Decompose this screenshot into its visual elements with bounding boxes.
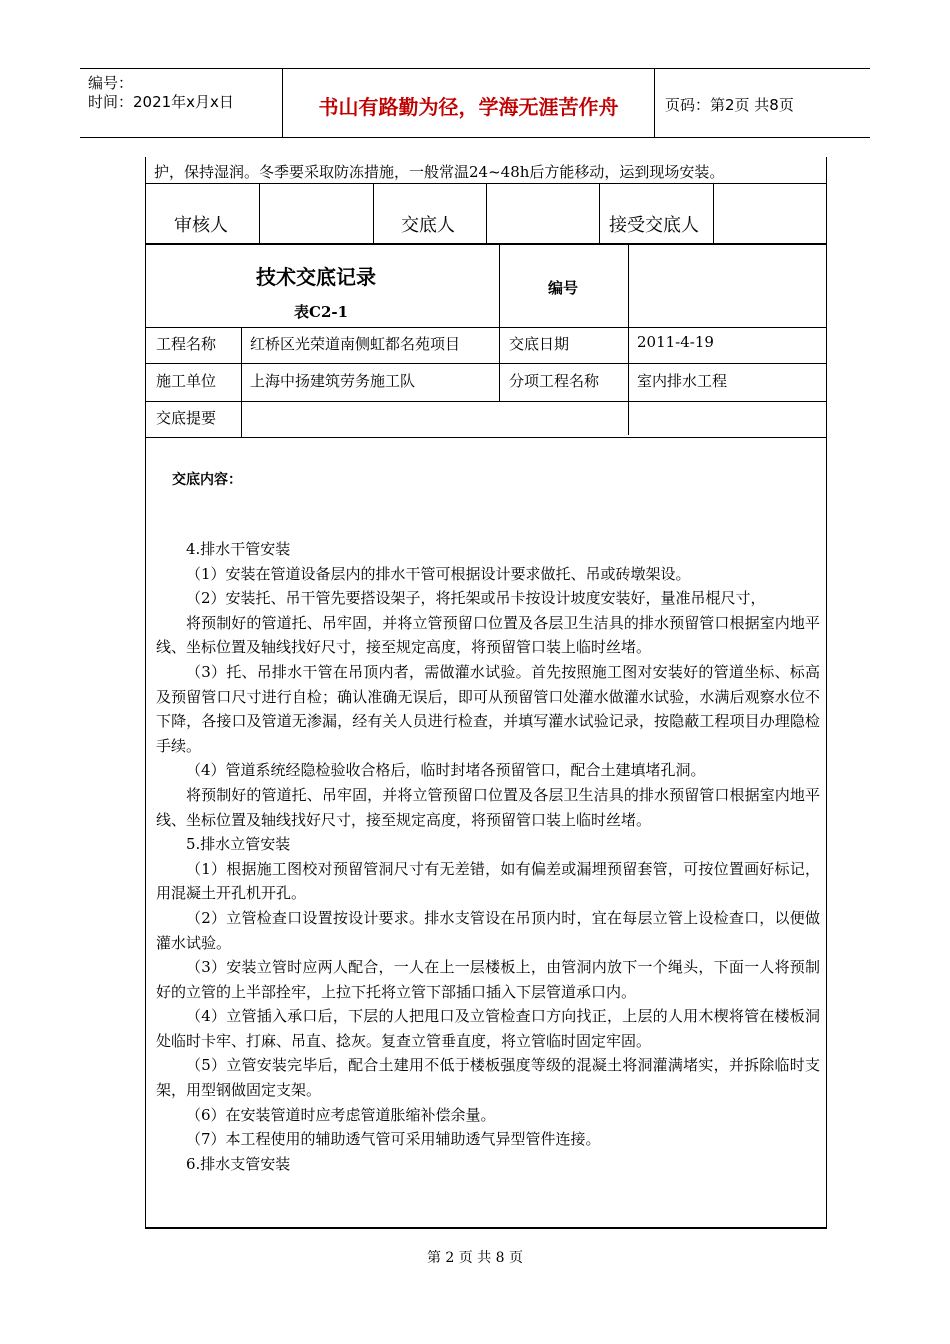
content-paragraph: 5.排水立管安装 (186, 835, 291, 854)
number-label: 编号 (548, 279, 579, 297)
content-paragraph: （5）立管安装完毕后，配合土建用不低于楼板强度等级的混凝土将洞灌满堵实，并拆除临时支架，用型钢做固定支架。 (156, 1056, 820, 1100)
divider (146, 437, 826, 438)
receiver-label: 接受交底人 (609, 215, 699, 236)
divider (259, 183, 260, 243)
date-label: 交底日期 (509, 335, 570, 353)
content-paragraph: （2）立管检查口设置按设计要求。排水支管设在吊顶内时，宜在每层立管上设检查口，以便做灌水试验。 (156, 908, 820, 952)
content-paragraph: （1）根据施工图校对预留管洞尺寸有无差错，如有偏差或漏埋预留套管，可按位置画好标记，用混凝土开孔机开孔。 (156, 859, 820, 903)
divider (599, 183, 600, 243)
divider (146, 327, 826, 328)
divider (146, 243, 826, 245)
content-paragraph: （4）立管插入承口后，下层的人把甩口及立管检查口方向找正，上层的人用木楔将管在楼板洞处临时卡牢、打麻、吊直、捻灰。复查立管垂直度，将立管临时固定牢固。 (156, 1007, 820, 1050)
continuation-text: 护，保持湿润。冬季要采取防冻措施，一般常温24~48h后方能移动，运到现场安装。 (154, 163, 725, 181)
record-title: 技术交底记录 (256, 265, 376, 289)
reviewer-label: 审核人 (174, 215, 228, 236)
divider (146, 363, 826, 364)
header-time: 时间：2021年x月x日 (88, 93, 234, 111)
summary-label: 交底提要 (156, 409, 217, 427)
header-left-cell (80, 69, 282, 137)
content-paragraph: （7）本工程使用的辅助透气管可采用辅助透气异型管件连接。 (186, 1130, 601, 1149)
content-paragraph: 将预制好的管道托、吊牢固，并将立管预留口位置及各层卫生洁具的排水预留管口根据室内地平线、坐标位置及轴线找好尺寸，接至规定高度，将预留管口装上临时丝堵。 (156, 785, 820, 829)
divider (486, 183, 487, 243)
page-header (80, 68, 870, 138)
form-code: 表C2-1 (294, 303, 349, 321)
subproject-label: 分项工程名称 (509, 372, 600, 390)
header-number-label: 编号： (88, 74, 134, 92)
content-paragraph: 4.排水干管安装 (186, 540, 291, 558)
content-paragraph: （3）安装立管时应两人配合，一人在上一层楼板上，由管洞内放下一个绳头，下面一人将预制好的立管的上半部拴牢，上拉下托将立管下部插口插入下层管道承口内。 (156, 958, 820, 1001)
construction-unit-label: 施工单位 (156, 372, 217, 390)
content-paragraph: 将预制好的管道托、吊牢固，并将立管预留口位置及各层卫生洁具的排水预留管口根据室内地平线、坐标位置及轴线找好尺寸，接至规定高度，将预留管口装上临时丝堵。 (156, 613, 820, 657)
content-paragraph: （2）安装托、吊干管先要搭设架子，将托架或吊卡按设计坡度安装好，量准吊棍尺寸， (186, 589, 766, 608)
content-label: 交底内容： (172, 472, 242, 488)
divider (628, 245, 629, 435)
page-footer: 第 2 页 共 8 页 (426, 1250, 524, 1266)
content-paragraph: （3）托、吊排水干管在吊顶内者，需做灌水试验。首先按照施工图对安装好的管道坐标、标高及预留管口尺寸进行自检；确认准确无误后，即可从预留管口处灌水做灌水试验，水满后观察水位不下降，各接口及管道无渗漏，经有关人员进行检查，并填写灌水试验记录，按隐蔽工程项目办理隐检手续。 (156, 662, 820, 755)
divider (713, 183, 714, 243)
subproject-value: 室内排水工程 (637, 372, 728, 390)
project-name-label: 工程名称 (156, 335, 217, 353)
header-page-info: 页码：第2页 共8页 (665, 96, 794, 114)
content-paragraph: 6.排水支管安装 (186, 1154, 291, 1173)
divider (499, 245, 500, 327)
content-paragraph: （6）在安装管道时应考虑管道胀缩补偿余量。 (186, 1105, 496, 1124)
header-right-cell (655, 69, 870, 137)
divider (373, 183, 374, 243)
disclosure-content (156, 537, 820, 1176)
document-frame (145, 157, 827, 1229)
construction-unit-value: 上海中扬建筑劳务施工队 (250, 372, 416, 390)
header-motto: 书山有路勤为径，学海无涯苦作舟 (318, 95, 619, 119)
header-center-cell (282, 69, 655, 137)
discloser-label: 交底人 (401, 215, 455, 236)
divider (499, 327, 500, 401)
date-value: 2011-4-19 (637, 333, 714, 351)
content-paragraph: （4）管道系统经隐检验收合格后，临时封堵各预留管口，配合土建填堵孔洞。 (186, 761, 706, 780)
project-name-value: 红桥区光荣道南侧虹都名苑项目 (250, 335, 461, 353)
divider (146, 401, 826, 402)
content-paragraph: （1）安装在管道设备层内的排水干管可根据设计要求做托、吊或砖墩架设。 (186, 564, 691, 583)
divider (241, 327, 242, 437)
